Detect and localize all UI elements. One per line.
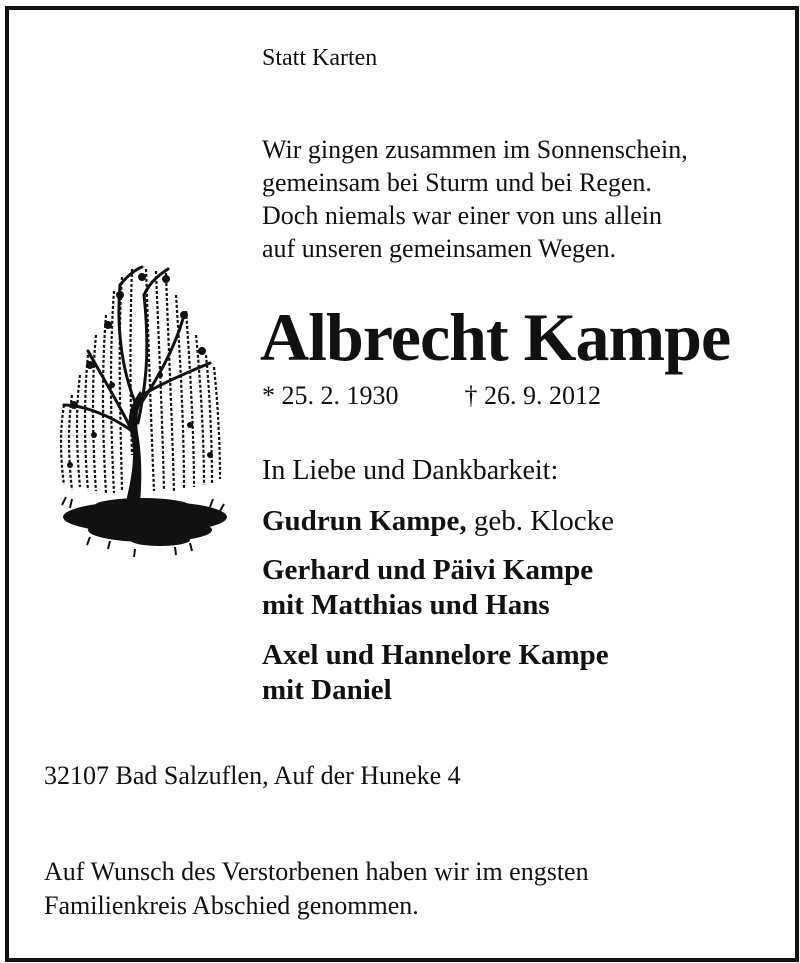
note-line: Auf Wunsch des Verstorbenen haben wir im engsten xyxy=(44,857,589,886)
mourners-intro: In Liebe und Dankbarkeit: xyxy=(262,455,559,486)
mourner-line: Gerhard und Päivi Kampe xyxy=(262,554,594,586)
widow-name: Gudrun Kampe, xyxy=(262,505,467,537)
birth-date: * 25. 2. 1930 xyxy=(262,381,399,410)
widow-birth-name: geb. Klocke xyxy=(473,505,615,537)
mourner-family xyxy=(262,553,593,623)
mourner-line: mit Daniel xyxy=(262,674,392,706)
mourner-family xyxy=(262,638,609,708)
poem-line: Wir gingen zusammen im Sonnenschein, xyxy=(262,135,688,164)
closing-note xyxy=(44,855,589,923)
life-dates xyxy=(262,381,601,411)
family-address: 32107 Bad Salzuflen, Auf der Huneke 4 xyxy=(44,761,461,790)
weeping-willow-tree-icon xyxy=(50,255,235,560)
mourner-widow xyxy=(262,504,614,539)
memorial-poem xyxy=(262,133,688,265)
mourner-line: Axel und Hannelore Kampe xyxy=(262,639,609,671)
notice-header: Statt Karten xyxy=(262,45,378,71)
poem-line: Doch niemals war einer von uns allein xyxy=(262,201,662,230)
note-line: Familienkreis Abschied genommen. xyxy=(44,891,419,920)
deceased-name: Albrecht Kampe xyxy=(260,299,731,375)
mourner-line: mit Matthias und Hans xyxy=(262,589,550,621)
poem-line: auf unseren gemeinsamen Wegen. xyxy=(262,234,617,263)
death-date: † 26. 9. 2012 xyxy=(464,381,601,410)
poem-line: gemeinsam bei Sturm und bei Regen. xyxy=(262,168,652,197)
